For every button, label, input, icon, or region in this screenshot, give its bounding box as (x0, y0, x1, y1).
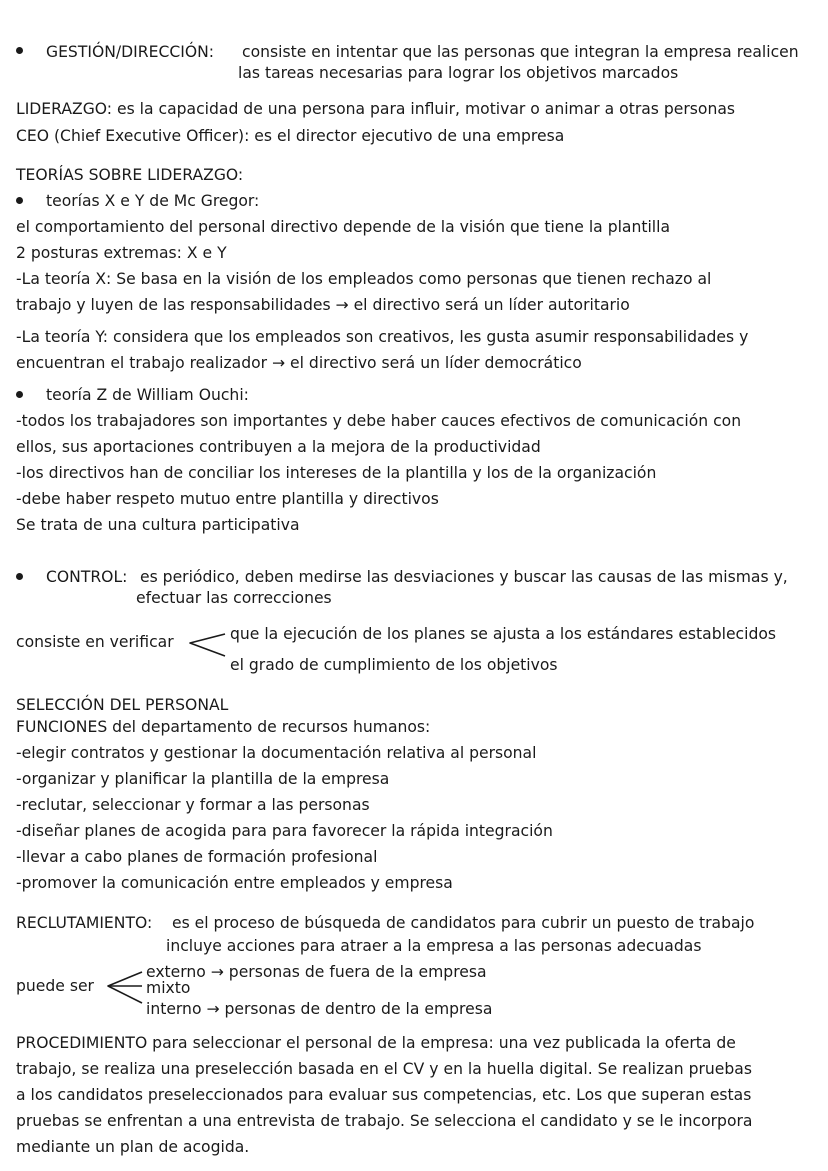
reclutamiento-label: RECLUTAMIENTO: (16, 914, 153, 932)
teoria-z-line: -debe haber respeto mutuo entre plantilla y directivos (16, 490, 439, 508)
verify-item: el grado de cumplimiento de los objetivos (230, 656, 558, 674)
verify-item: que la ejecución de los planes se ajusta a los estándares establecidos (230, 625, 777, 643)
teoria-z-line: ellos, sus aportaciones contribuyen a la mejora de la productividad (16, 438, 541, 456)
reclutamiento-def-line1: es el proceso de búsqueda de candidatos para cubrir un puesto de trabajo (172, 914, 755, 932)
teoria-xy-line: el comportamiento del personal directivo depende de la visión que tiene la plantilla (16, 218, 671, 236)
procedimiento-line: pruebas se enfrentan a una entrevista de trabajo. Se selecciona el candidato y se le incorpora (16, 1112, 753, 1130)
procedimiento-line: mediante un plan de acogida. (16, 1138, 250, 1156)
teoria-xy-line: encuentran el trabajo realizador → el directivo será un líder democrático (16, 354, 582, 372)
funcion-item: -organizar y planificar la plantilla de la empresa (16, 770, 390, 788)
teoria-z-line: Se trata de una cultura participativa (16, 516, 300, 534)
procedimiento-line: a los candidatos preseleccionados para evaluar sus competencias, etc. Los que superan estas (16, 1086, 752, 1104)
funcion-item: -reclutar, seleccionar y formar a las personas (16, 796, 370, 814)
reclutamiento-option: mixto (146, 979, 191, 997)
funcion-item: -elegir contratos y gestionar la documentación relativa al personal (16, 744, 537, 762)
teoria-xy-line: trabajo y luyen de las responsabilidades → el directivo será un líder autoritario (16, 296, 630, 314)
gestion-def-line2: las tareas necesarias para lograr los objetivos marcados (238, 64, 679, 82)
funcion-item: -diseñar planes de acogida para para favorecer la rápida integración (16, 822, 553, 840)
funciones-heading: FUNCIONES del departamento de recursos humanos: (16, 718, 431, 736)
puede-ser-lead: puede ser (16, 977, 94, 995)
teoria-xy-line: 2 posturas extremas: X e Y (16, 244, 227, 262)
teoria-z-title: teoría Z de William Ouchi: (46, 386, 249, 404)
procedimiento-line: trabajo, se realiza una preselección basada en el CV y en la huella digital. Se realizan pruebas (16, 1060, 752, 1078)
teoria-z-line: -los directivos han de conciliar los intereses de la plantilla y los de la organización (16, 464, 657, 482)
procedimiento-line: PROCEDIMIENTO para seleccionar el personal de la empresa: una vez publicada la oferta de (16, 1034, 736, 1052)
control-def-line2: efectuar las correcciones (136, 589, 332, 607)
reclutamiento-def-line2: incluye acciones para atraer a la empresa a las personas adecuadas (166, 937, 702, 955)
teoria-xy-line: -La teoría X: Se basa en la visión de los empleados como personas que tienen rechazo al (16, 270, 712, 288)
teoria-z-line: -todos los trabajadores son importantes y debe haber cauces efectivos de comunicación con (16, 412, 742, 430)
teoria-xy-line: -La teoría Y: considera que los empleados son creativos, les gusta asumir responsabilidades y (16, 328, 749, 346)
ceo-def: CEO (Chief Executive Officer): es el director ejecutivo de una empresa (16, 127, 565, 145)
reclutamiento-option: interno → personas de dentro de la empresa (146, 1000, 493, 1018)
control-label: CONTROL: (46, 568, 128, 586)
teoria-xy-title: teorías X e Y de Mc Gregor: (46, 192, 260, 210)
funcion-item: -llevar a cabo planes de formación profesional (16, 848, 378, 866)
seleccion-heading: SELECCIÓN DEL PERSONAL (16, 696, 229, 714)
verify-lead: consiste en verificar (16, 633, 174, 651)
gestion-label: GESTIÓN/DIRECCIÓN: (46, 43, 215, 61)
liderazgo-def: LIDERAZGO: es la capacidad de una persona para influir, motivar o animar a otras personas (16, 100, 736, 118)
teorias-heading: TEORÍAS SOBRE LIDERAZGO: (16, 166, 244, 184)
control-def-line1: es periódico, deben medirse las desviaciones y buscar las causas de las mismas y, (140, 568, 788, 586)
reclutamiento-option: externo → personas de fuera de la empresa (146, 963, 487, 981)
gestion-def-line1: consiste en intentar que las personas que integran la empresa realicen (242, 43, 799, 61)
funcion-item: -promover la comunicación entre empleados y empresa (16, 874, 453, 892)
